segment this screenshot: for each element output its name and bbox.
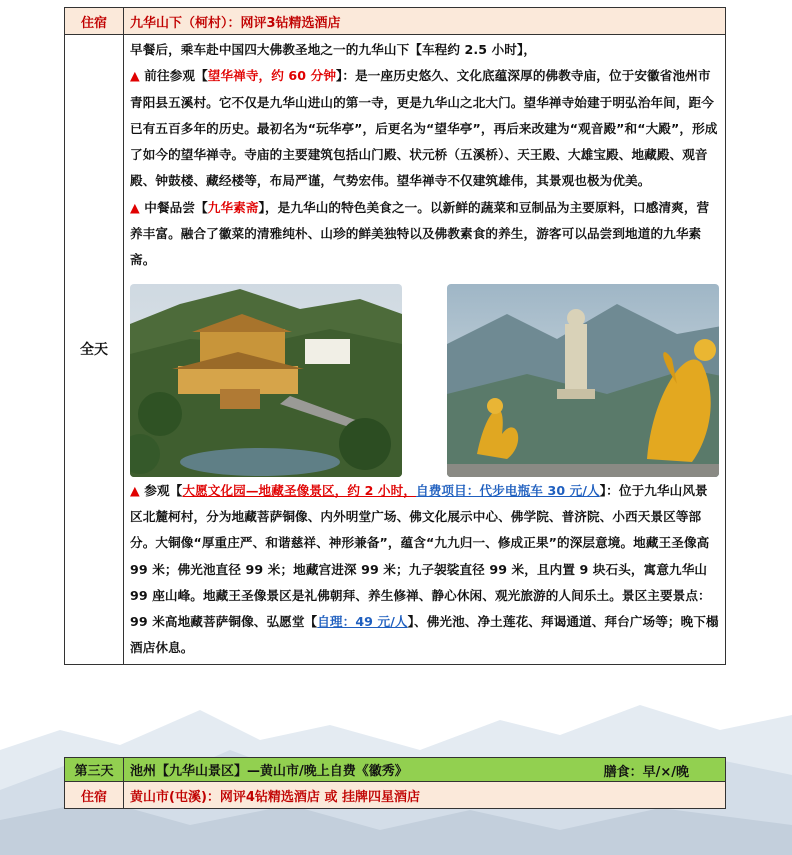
- wanghua-temple-highlight: 望华禅寺，约 60 分钟: [207, 68, 337, 84]
- electric-cart-fee-link[interactable]: 自费项目：代步电瓶车 30 元/人: [416, 482, 600, 498]
- paragraph-dayuan-park: ▲ 参观【大愿文化园—地藏圣像景区，约 2 小时，自费项目：代步电瓶车 30 元/人】：位于九华山风景区北麓柯村，分为地藏菩萨铜像、内外明堂广场、佛文化展示中心、佛学院、普济院、小西天景区等部分。大铜像“厚重庄严、和谐慈祥、神形兼备”，蕴含“九九归一、修成正果”的深层意境。地藏王圣像高 99 米；佛光池直径 99 米；地藏宫进深 99 米；九子袈裟直径 99 米，且内置 9 块石头，寓意九华山 99 座山峰。地藏王圣像景区是礼佛朝拜、养生修禅、静心休闲、观光旅游的人间乐土。景区主要景点：99 米高地藏菩萨铜像、弘愿堂【自理：49 元/人】、佛光池、净土莲花、拜谒通道、拜台广场等；晚下榻酒店休息。: [130, 482, 719, 656]
- intro-text: 早餐后，乘车赴中国四大佛教圣地之一的九华山下【车程约 2.5 小时】，: [130, 42, 537, 57]
- vegetarian-meal-highlight: 九华素斋: [207, 199, 259, 215]
- temple-photo: [130, 284, 402, 477]
- stay-hotel: 九华山下（柯村）：网评3钻精选酒店: [124, 8, 726, 35]
- ksitigarbha-statue-photo: [447, 284, 719, 477]
- paragraph-wanghua-temple: ▲ 前往参观【望华禅寺，约 60 分钟】：是一座历史悠久、文化底蕴深厚的佛教寺庙，位于安徽省池州市青阳县五溪村。它不仅是九华山进山的第一寺，更是九华山之北大门。望华禅寺始建于明弘治年间，距今已有五百多年的历史。最初名为“玩华亭”，后更名为“望华亭”，再后来改建为“观音殿”和“大殿”，形成了如今的望华禅寺。寺庙的主要建筑包括山门殿、状元桥（五溪桥）、天王殿、大雄宝殿、地藏殿、观音殿、钟鼓楼、藏经楼等，布局严谨，气势宏伟。望华禅寺不仅建筑雄伟，其景观也极为优美。: [130, 68, 718, 189]
- stay-label: 住宿: [65, 8, 124, 35]
- day3-title: 池州【九华山景区】—黄山市/晚上自费《徽秀》: [130, 764, 408, 779]
- day3-title-cell: [124, 758, 726, 782]
- photo-row: [130, 284, 719, 477]
- dayuan-park-highlight: 大愿文化园—地藏圣像景区，约 2 小时，: [182, 482, 417, 498]
- day3-meals: 膳食：早/×/晚: [603, 765, 689, 780]
- stay-label-day3: 住宿: [65, 782, 124, 809]
- paragraph-vegetarian-meal: ▲ 中餐品尝【九华素斋】，是九华山的特色美食之一。以新鲜的蔬菜和豆制品为主要原料，口感清爽，营养丰富。融合了徽菜的清雅纯朴、山珍的鲜美独特以及佛教素食的养生，游客可以品尝到地道的九华素斋。: [130, 199, 710, 268]
- triangle-bullet-icon: ▲: [130, 482, 140, 498]
- hongyuan-hall-fee-link[interactable]: 自理：49 元/人: [317, 614, 408, 630]
- allday-content: [124, 35, 726, 665]
- itinerary-day3-table: [64, 757, 726, 809]
- triangle-bullet-icon: ▲: [130, 68, 140, 84]
- stay-hotel-day3: 黄山市(屯溪)：网评4钻精选酒店 或 挂牌四星酒店: [124, 782, 726, 809]
- itinerary-day2-table: [64, 7, 726, 665]
- triangle-bullet-icon: ▲: [130, 199, 140, 215]
- day3-label: 第三天: [65, 758, 124, 782]
- allday-label: 全天: [65, 35, 124, 665]
